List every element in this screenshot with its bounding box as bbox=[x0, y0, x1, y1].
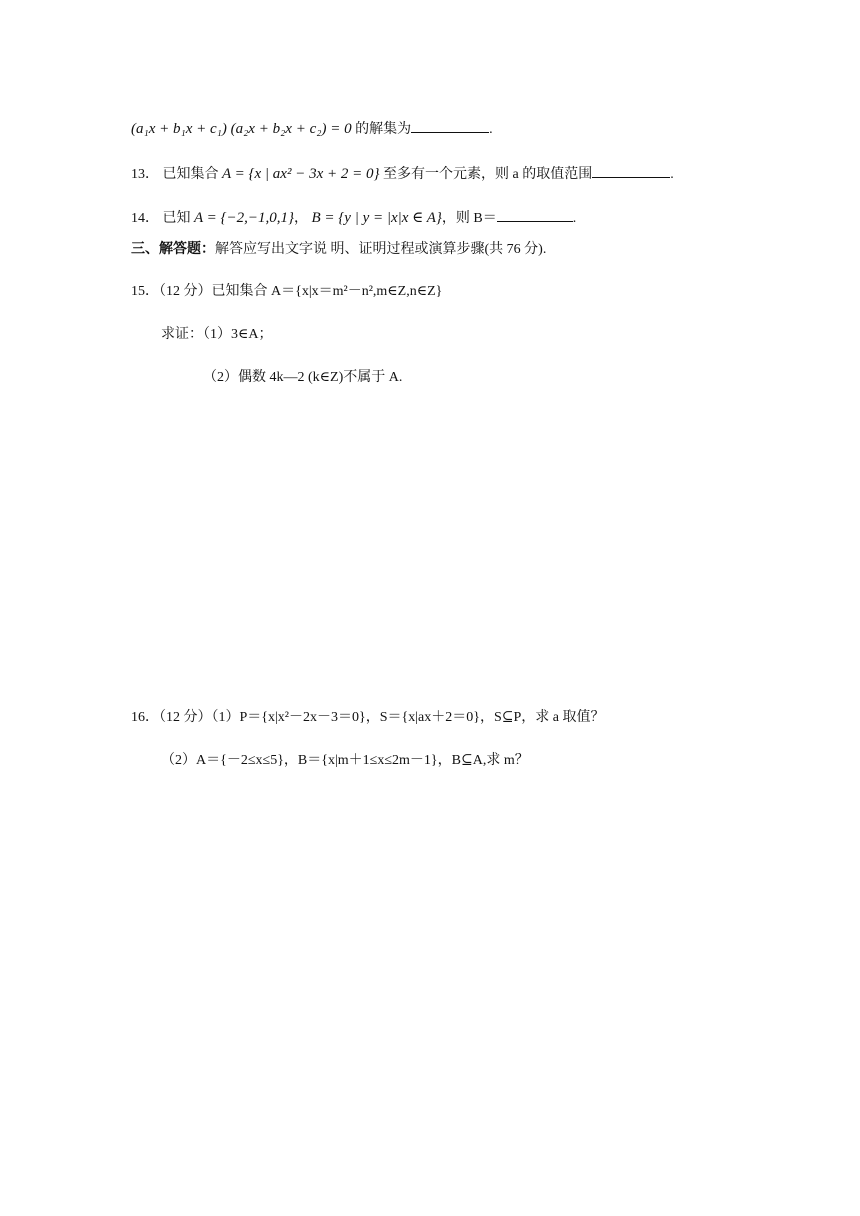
question-text: 已知 bbox=[162, 211, 191, 226]
section-title: 三、解答题： bbox=[131, 242, 215, 257]
equation: (a₁x + b₁x + c₁) (a₂x + b₂x + c₂) = 0 bbox=[131, 121, 352, 137]
answer-blank[interactable] bbox=[592, 163, 670, 178]
section-description: 解答应写出文字说 明、证明过程或演算步骤(共 76 分). bbox=[215, 242, 547, 257]
answer-blank[interactable] bbox=[497, 207, 573, 222]
question-text: 的解集为 bbox=[355, 122, 412, 137]
question-15: 15．（12 分）已知集合 A＝{x|x＝m²－n²,m∈Z,n∈Z} bbox=[131, 284, 443, 299]
set-a-expression: A = {−2,−1,0,1} bbox=[194, 210, 295, 226]
question-15-part-2: （2）偶数 4k—2 (k∈Z)不属于 A. bbox=[203, 370, 403, 385]
question-text: ，则 B＝ bbox=[441, 211, 497, 226]
question-number: 13． bbox=[131, 167, 159, 182]
section-heading bbox=[131, 240, 546, 260]
question-15-part-1: 求证：（1）3∈A； bbox=[161, 327, 273, 342]
question-number: 14． bbox=[131, 211, 159, 226]
question-16: 16．（12 分）（1）P＝{x|x²－2x－3＝0}，S＝{x|ax＋2＝0}，S⊆P，求 a 取值？ bbox=[131, 710, 605, 725]
question-16-part-2: （2）A＝{－2≤x≤5}，B＝{x|m＋1≤x≤2m－1}，B⊆A,求 m？ bbox=[161, 753, 529, 768]
question-text: 已知集合 bbox=[162, 167, 219, 182]
question-13: 13． 已知集合 A = {x | ax² − 3x + 2 = 0} 至多有一个元素，则 a 的取值范围 . bbox=[131, 163, 674, 185]
answer-blank[interactable] bbox=[411, 118, 489, 133]
set-expression: A = {x | ax² − 3x + 2 = 0} bbox=[222, 166, 380, 182]
question-text: 至多有一个元素，则 a 的取值范围 bbox=[382, 167, 593, 182]
set-b-expression: B = {y | y = |x|x ∈ A} bbox=[311, 210, 442, 226]
question-12-tail: (a₁x + b₁x + c₁) (a₂x + b₂x + c₂) = 0 的解集为 . bbox=[131, 118, 493, 140]
question-14: 14． 已知 A = {−2,−1,0,1}， B = {y | y = |x|x ∈ A}，则 B＝ . bbox=[131, 207, 576, 229]
